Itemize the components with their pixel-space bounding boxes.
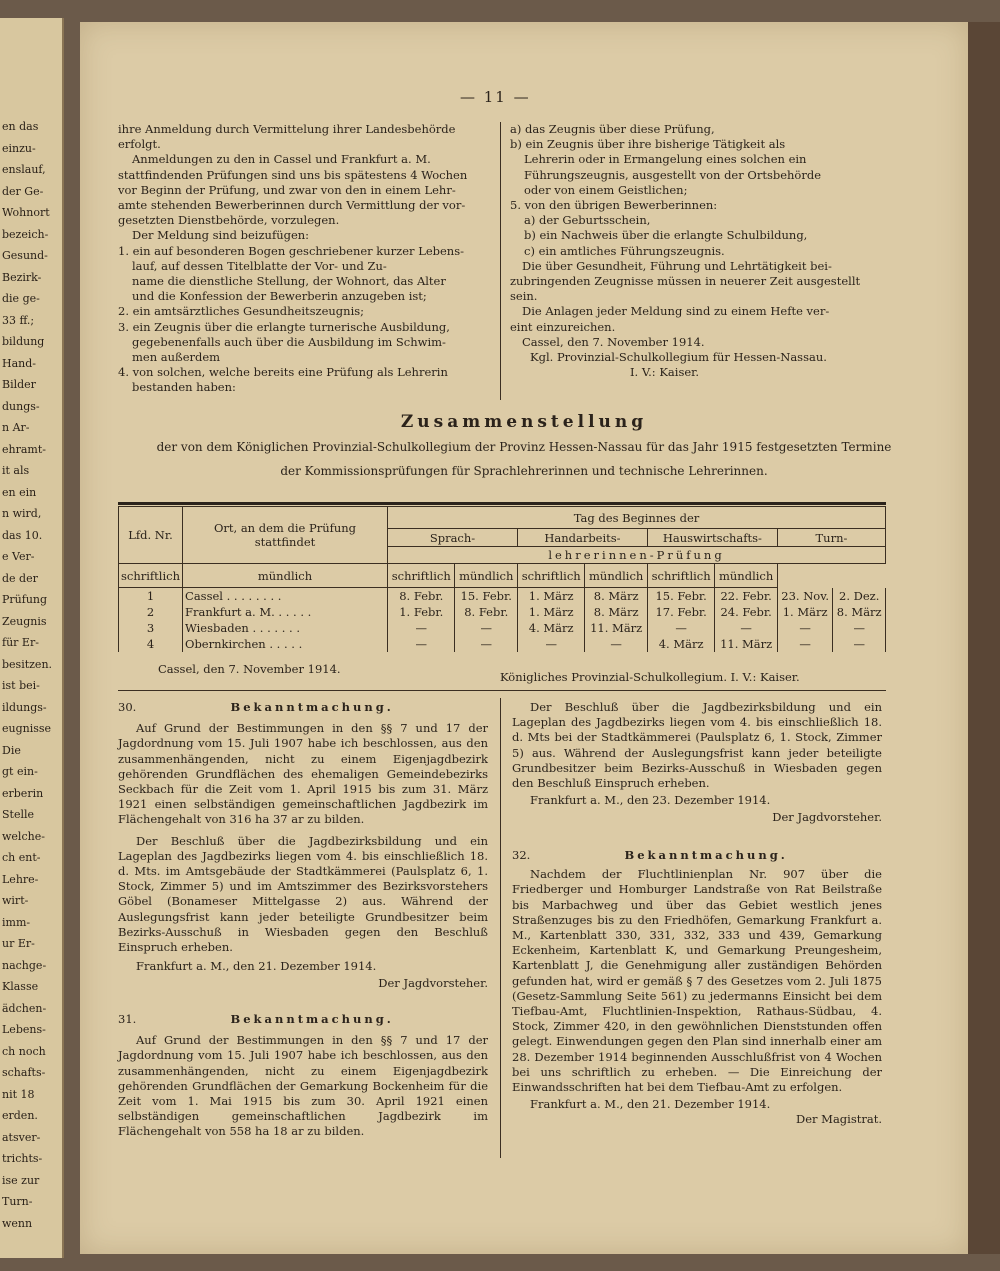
left-page-text-fragment: Bilder — [2, 378, 36, 391]
left-page-text-fragment: en ein — [2, 485, 37, 499]
left-page-text-fragment: n wird, — [2, 507, 42, 520]
top-left-line: ihre Anmeldung durch Vermittelung ihrer Landesbehörde — [118, 122, 456, 136]
left-page-text-fragment: bezeich- — [2, 227, 49, 241]
left-page-text-fragment: Wohnort — [2, 206, 50, 219]
table-row — [119, 636, 886, 652]
left-page-text-fragment: Lebens- — [2, 1023, 46, 1036]
left-page-text-fragment: atsver- — [2, 1130, 41, 1144]
table-cell-c6: — — [715, 620, 777, 636]
document-page — [80, 22, 968, 1254]
left-page-text-fragment: Stelle — [2, 808, 35, 821]
left-page-text-fragment: Bezirk- — [2, 270, 42, 284]
left-page-text-fragment: Hand- — [2, 356, 36, 370]
col-header-schriftlich: schriftlich — [517, 564, 584, 588]
left-page-text-fragment: ist bei- — [2, 679, 40, 692]
notice-31-continued — [512, 700, 882, 826]
left-page-text-fragment: der Ge- — [2, 184, 44, 198]
summary-title: Zusammenstellung — [400, 412, 648, 432]
top-right-line: Die Anlagen jeder Meldung sind zu einem Hefte ver- — [522, 304, 830, 319]
top-left-line: 4. von solchen, welche bereits eine Prüfung als Lehrerin — [118, 365, 448, 380]
left-page-text-fragment: wenn — [2, 1216, 33, 1230]
left-page-text-fragment: ch ent- — [2, 851, 41, 864]
top-right-line: 5. von den übrigen Bewerberinnen: — [510, 198, 718, 213]
left-page-text-fragment: Zeugnis — [2, 614, 47, 628]
top-left-line: Anmeldungen zu den in Cassel und Frankfurt a. M. — [132, 152, 431, 167]
left-page-text-fragment: das 10. — [2, 528, 43, 542]
col-header-muendlich: mündlich — [183, 564, 388, 588]
notice-31-body-2: Der Beschluß über die Jagdbezirksbildung und ein Lageplan des Jagdbezirks liegen vom 4. bis einschließlich 18. d. Mts bei der Stadtkämmerei (Paulsplatz 6, 1. Stock, Zimmer 5) aus. Während der Auslegungsfrist kann jeder beteiligte Grundbesitzer beim Bezirks-Ausschuß in Wiesbaden gegen den Beschluß Einspruch erheben. — [512, 700, 882, 791]
table-cell-c7: — — [777, 620, 833, 636]
top-left-line: 1. ein auf besonderen Bogen geschriebener kurzer Lebens- — [118, 243, 465, 258]
table-cell-c8: — — [833, 620, 886, 636]
top-left-line: und die Konfession der Bewerberin anzugeben ist; — [132, 289, 427, 304]
top-left-line: erfolgt. — [118, 137, 161, 152]
top-right-line: oder von einem Geistlichen; — [524, 182, 688, 197]
notice-31 — [118, 1012, 488, 1140]
left-page-text-fragment: gt ein- — [2, 765, 38, 778]
top-left-line: name die dienstliche Stellung, der Wohnort, das Alter — [132, 274, 446, 289]
left-page-text-fragment: ch noch — [2, 1044, 46, 1058]
left-page-text-fragment: nit 18 — [2, 1087, 35, 1101]
top-left-line: lauf, auf dessen Titelblatte der Vor- und Zu- — [132, 258, 387, 273]
table-cell-c4: 8. März — [585, 604, 647, 620]
left-page-text-fragment: Gesund- — [2, 249, 48, 262]
summary-subtitle-2: der Kommissionsprüfungen für Sprachlehrerinnen und technische Lehrerinnen. — [280, 464, 768, 478]
left-page-text-fragment: wirt- — [2, 894, 29, 907]
col-header-muendlich: mündlich — [455, 564, 517, 588]
binding-edge — [968, 22, 1000, 1254]
table-cell-c2: 15. Febr. — [455, 588, 517, 605]
left-page-text-fragment: eugnisse — [2, 722, 52, 735]
top-right-line: Cassel, den 7. November 1914. — [522, 334, 705, 349]
left-page-text-fragment: erden. — [2, 1109, 38, 1122]
table-cell-c7: 1. März — [777, 604, 833, 620]
table-cell-c4: 8. März — [585, 588, 647, 605]
left-page-text-fragment: Die — [2, 743, 21, 757]
table-cell-c6: 11. März — [715, 636, 777, 652]
notice-30-signature: Der Jagdvorsteher. — [378, 976, 488, 991]
col-header-muendlich: mündlich — [585, 564, 647, 588]
left-page-text-fragment: ise zur — [2, 1173, 40, 1187]
table-cell-c2: — — [455, 620, 517, 636]
table-cell-place: Frankfurt a. M. . . . . . — [183, 604, 388, 620]
summary-subtitle-1: der von dem Königlichen Provinzial-Schulkollegium der Provinz Hessen-Nassau für das Jahr 1915 festgesetzten Termine — [156, 440, 892, 454]
table-cell-nr: 2 — [119, 604, 183, 620]
col-header-muendlich: mündlich — [715, 564, 777, 588]
top-right-line: b) ein Nachweis über die erlangte Schulbildung, — [524, 228, 808, 243]
top-right-line: Lehrerin oder in Ermangelung eines solchen ein — [524, 152, 807, 167]
left-page-text-fragment: 33 ff.; — [2, 313, 35, 327]
col-header-turn: Turn- — [777, 529, 885, 547]
col-header-schriftlich: schriftlich — [647, 564, 714, 588]
left-page-text-fragment: schafts- — [2, 1066, 46, 1079]
table-cell-c8: — — [833, 636, 886, 652]
left-page-text-fragment: trichts- — [2, 1152, 43, 1165]
top-right-line: eint einzureichen. — [510, 319, 616, 334]
table-cell-c7: 23. Nov. — [777, 588, 833, 605]
top-left-line: men außerdem — [132, 350, 221, 365]
section-rule — [118, 690, 886, 691]
col-header-sprach: Sprach- — [388, 529, 518, 547]
notice-32-date: Frankfurt a. M., den 21. Dezember 1914. — [530, 1097, 771, 1112]
top-right-line: b) ein Zeugnis über ihre bisherige Tätigkeit als — [510, 137, 786, 152]
top-left-line: gesetzten Dienstbehörde, vorzulegen. — [118, 213, 340, 228]
table-cell-place: Cassel . . . . . . . . — [183, 588, 388, 605]
top-left-line: bestanden haben: — [132, 380, 236, 395]
table-cell-c3: 1. März — [517, 588, 584, 605]
left-page-text-fragment: einzu- — [2, 141, 36, 155]
top-left-line: stattfindenden Prüfungen sind uns bis spätestens 4 Wochen — [118, 167, 468, 182]
page-number: — 11 — — [460, 88, 531, 106]
top-left-line: vor Beginn der Prüfung, und zwar von den in einem Lehr- — [118, 182, 456, 197]
col-header-schriftlich: schriftlich — [388, 564, 455, 588]
exam-schedule-table — [118, 506, 886, 652]
table-top-rule — [118, 502, 886, 505]
table-cell-c4: 11. März — [585, 620, 647, 636]
top-right-line: sein. — [510, 289, 538, 304]
table-cell-c6: 22. Febr. — [715, 588, 777, 605]
table-cell-c5: 17. Febr. — [647, 604, 714, 620]
top-left-line: 3. ein Zeugnis über die erlangte turnerische Ausbildung, — [118, 319, 450, 334]
table-cell-c5: 4. März — [647, 636, 714, 652]
table-cell-nr: 3 — [119, 620, 183, 636]
table-cell-place: Obernkirchen . . . . . — [183, 636, 388, 652]
table-cell-c1: 8. Febr. — [388, 588, 455, 605]
left-page-text-fragment: ehramt- — [2, 442, 46, 456]
top-right-column — [510, 122, 890, 380]
top-right-line: Kgl. Provinzial-Schulkollegium für Hessen-Nassau. — [530, 350, 827, 365]
table-cell-c2: — — [455, 636, 517, 652]
left-page-text-fragment: die ge- — [2, 292, 40, 305]
top-left-column — [118, 122, 490, 396]
column-divider-lower — [500, 698, 501, 1158]
left-page-text-fragment: Prüfung — [2, 593, 48, 606]
table-footer-sig: Königliches Provinzial-Schulkollegium. I. V.: Kaiser. — [500, 670, 800, 684]
left-page-text-fragment: welche- — [2, 829, 45, 843]
left-page-text-fragment: n Ar- — [2, 421, 30, 434]
notice-32 — [512, 848, 882, 1128]
notice-32-signature: Der Magistrat. — [795, 1112, 882, 1127]
top-right-line: a) der Geburtsschein, — [524, 213, 651, 228]
notice-32-number: 32. — [512, 848, 531, 862]
table-cell-nr: 4 — [119, 636, 183, 652]
table-cell-c8: 2. Dez. — [833, 588, 886, 605]
table-row — [119, 588, 886, 605]
left-page-text-fragment: e Ver- — [2, 550, 35, 563]
top-left-line: gegebenenfalls auch über die Ausbildung im Schwim- — [132, 334, 446, 349]
col-header-hand: Handarbeits- — [517, 529, 647, 547]
notice-31-body-1: Auf Grund der Bestimmungen in den §§ 7 und 17 der Jagdordnung vom 15. Juli 1907 habe ich beschlossen, aus den zusammenhängenden, nicht zu einem Eigenjagdbezirk gehörenden Grundflächen der Gemarkung Bockenheim für die Zeit vom 1. Mai 1915 bis zum 30. April 1921 einen selbständigen gemeinschaftlichen Jagdbezirk im Flächengehalt von 558 ha 18 ar zu bilden. — [118, 1033, 488, 1139]
left-page-text-fragment: Klasse — [2, 980, 39, 993]
table-cell-c8: 8. März — [833, 604, 886, 620]
col-header-nr: Lfd. Nr. — [119, 507, 183, 564]
left-page-text-fragment: nachge- — [2, 958, 47, 972]
left-page-text-fragment: bildung — [2, 335, 45, 348]
notice-30-title: Bekanntmachung. — [230, 700, 394, 714]
table-row — [119, 620, 886, 636]
table-cell-c3: — — [517, 636, 584, 652]
left-page-text-fragment: erberin — [2, 786, 44, 800]
notice-31-title: Bekanntmachung. — [230, 1012, 394, 1026]
table-cell-c7: — — [777, 636, 833, 652]
left-page-text-fragment: ädchen- — [2, 1001, 47, 1015]
table-cell-c2: 8. Febr. — [455, 604, 517, 620]
table-cell-nr: 1 — [119, 588, 183, 605]
left-page-text-fragment: ur Er- — [2, 937, 35, 950]
table-footer-date: Cassel, den 7. November 1914. — [158, 662, 341, 676]
left-page-text-fragment: ildungs- — [2, 700, 47, 714]
left-page-text-fragment: dungs- — [2, 399, 40, 413]
notice-32-title: Bekanntmachung. — [624, 848, 788, 862]
left-page-text-fragment: imm- — [2, 915, 31, 929]
notice-30-date: Frankfurt a. M., den 21. Dezember 1914. — [136, 959, 377, 974]
top-left-line: amte stehenden Bewerberinnen durch Vermittlung der vor- — [118, 198, 466, 213]
notice-31-signature: Der Jagdvorsteher. — [772, 810, 882, 825]
left-page-text-fragment: besitzen. — [2, 657, 53, 671]
notice-30-body-1: Auf Grund der Bestimmungen in den §§ 7 und 17 der Jagdordnung vom 15. Juli 1907 habe ich beschlossen, aus den zusammenhängenden, nicht zu einem Eigenjagdbezirk gehörenden Grundflächen des ehemaligen Gemeindebezirks Seckbach für die Zeit vom 1. April 1915 bis zum 31. März 1921 einen selbständigen gemeinschaftlichen Jagdbezirk im Flächengehalt von 316 ha 37 ar zu bilden. — [118, 721, 488, 827]
table-row — [119, 604, 886, 620]
notice-32-body: Nachdem der Fluchtlinienplan Nr. 907 über die Friedberger und Homburger Landstraße von Rat Beilstraße bis Marbachweg und über das Gebiet westlich jenes Straßenzuges bis zu den Friedhöfen, Gemarkung Frankfurt a. M., Kartenblatt 330, 331, 332, 333 und 439, Gemarkung Eckenheim, Kartenblatt K, und Gemarkung Preungesheim, Kartenblatt J, die Genehmigung aller zuständigen Behörden gefunden hat, wird er gemäß § 7 des Gesetzes vom 2. Juli 1875 (Gesetz-Sammlung Seite 561) zu jedermanns Einsicht bei dem Tiefbau-Amt, Fluchtlinien-Inspektion, Rathaus-Südbau, 4. Stock, Zimmer 420, in den gewöhnlichen Dienststunden offen gelegt. Einwendungen gegen den Plan sind innerhalb einer am 28. Dezember 1914 beginnenden Ausschlußfrist von 4 Wochen bei uns schriftlich zu erheben. — Die Einreichung der Einwandsschriften hat bei dem Tiefbau-Amt zu erfolgen. — [512, 867, 882, 1095]
col-header-place: Ort, an dem die Prüfung stattfindet — [183, 507, 388, 564]
top-right-line: Führungszeugnis, ausgestellt von der Ortsbehörde — [524, 167, 822, 182]
notice-31-date: Frankfurt a. M., den 23. Dezember 1914. — [530, 793, 771, 808]
table-cell-c1: 1. Febr. — [388, 604, 455, 620]
top-left-line: 2. ein amtsärztliches Gesundheitszeugnis; — [118, 304, 365, 319]
table-cell-c1: — — [388, 636, 455, 652]
table-cell-c1: — — [388, 620, 455, 636]
left-page-text-fragment: de der — [2, 571, 38, 585]
notice-30-number: 30. — [118, 700, 137, 714]
left-page-text-fragment: für Er- — [2, 636, 39, 649]
top-right-line: I. V.: Kaiser. — [630, 365, 700, 380]
col-header-group: Tag des Beginnes der — [388, 507, 886, 529]
left-page-text-fragment: it als — [2, 464, 30, 477]
col-header-schriftlich: schriftlich — [119, 564, 183, 588]
notice-31-number: 31. — [118, 1012, 137, 1026]
notice-30 — [118, 700, 488, 992]
table-cell-c3: 4. März — [517, 620, 584, 636]
left-page-text-fragment: Turn- — [2, 1195, 33, 1208]
table-cell-c4: — — [585, 636, 647, 652]
notice-30-body-2: Der Beschluß über die Jagdbezirksbildung und ein Lageplan des Jagdbezirks liegen vom 4. bis einschließlich 18. d. Mts. im Amtsgebäude der Stadtkämmerei (Paulsplatz 6, 1. Stock, Zimmer 5) und im Amtszimmer des Bezirksvorstehers Göbel (Bonameser Mittelgasse 2) aus. Während der Auslegungsfrist kann jeder beteiligte Grundbesitzer beim Bezirks-Ausschuß in Wiesbaden gegen den Beschluß Einspruch erheben. — [118, 833, 488, 955]
table-cell-place: Wiesbaden . . . . . . . — [183, 620, 388, 636]
top-right-line: a) das Zeugnis über diese Prüfung, — [510, 122, 715, 136]
left-page-fragment — [0, 18, 64, 1258]
left-page-text-fragment: en das — [2, 120, 39, 133]
table-cell-c3: 1. März — [517, 604, 584, 620]
top-right-line: Die über Gesundheit, Führung und Lehrtätigkeit bei- — [522, 258, 832, 273]
left-page-text-fragment: enslauf, — [2, 163, 46, 176]
top-right-line: zubringenden Zeugnisse müssen in neuerer Zeit ausgestellt — [510, 274, 861, 289]
column-divider — [500, 122, 501, 400]
col-header-haus: Hauswirtschafts- — [647, 529, 777, 547]
top-right-line: c) ein amtliches Führungszeugnis. — [524, 243, 725, 258]
table-cell-c6: 24. Febr. — [715, 604, 777, 620]
left-page-text-fragment: Lehre- — [2, 872, 39, 886]
col-header-pruefung: lehrerinnen-Prüfung — [388, 547, 886, 564]
top-left-line: Der Meldung sind beizufügen: — [132, 228, 310, 243]
table-cell-c5: — — [647, 620, 714, 636]
table-cell-c5: 15. Febr. — [647, 588, 714, 605]
